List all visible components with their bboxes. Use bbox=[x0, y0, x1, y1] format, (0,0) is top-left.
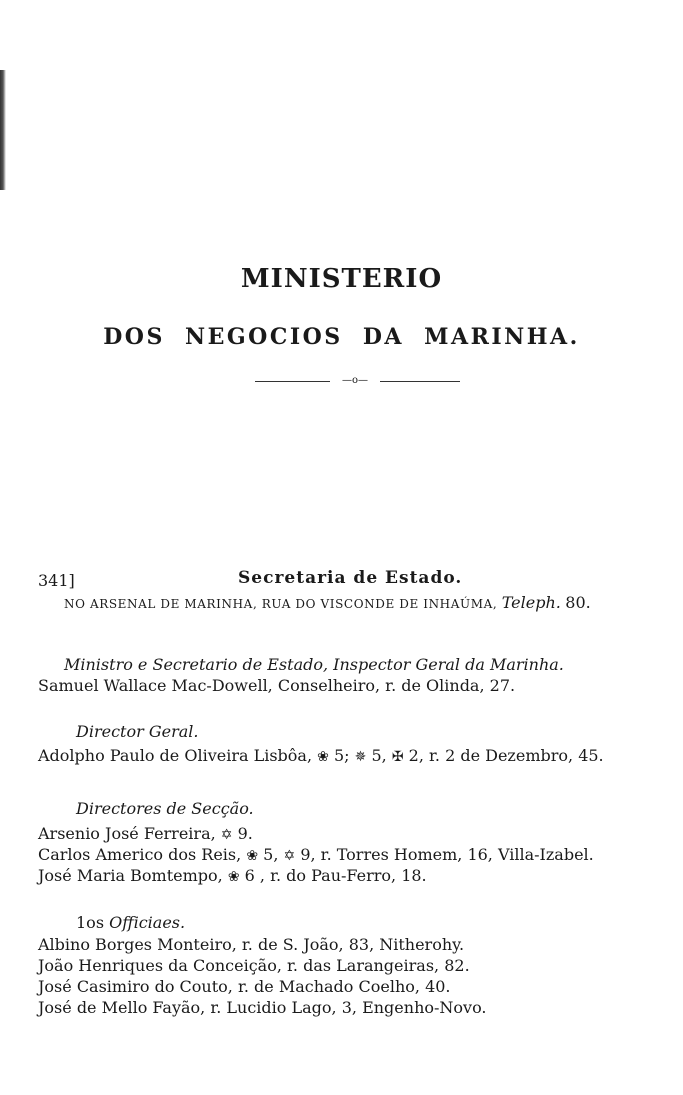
minister-entry: Samuel Wallace Mac-Dowell, Conselheiro, r. de Olinda, 27. bbox=[38, 676, 516, 695]
page-title: MINISTERIO bbox=[240, 264, 443, 294]
list-item bbox=[38, 824, 253, 845]
entry-name: Arsenio José Ferreira, bbox=[38, 824, 216, 843]
list-item: José Casimiro do Couto, r. de Machado Coelho, 40. bbox=[38, 977, 451, 996]
director-address: 2, r. 2 de Dezembro, 45. bbox=[408, 746, 604, 765]
entry-name: Carlos Americo dos Reis, bbox=[38, 845, 242, 864]
director-entry bbox=[38, 746, 604, 767]
minister-heading: Ministro e Secretario de Estado, Inspector Geral da Marinha. bbox=[64, 655, 564, 674]
divider-ornament: —o— bbox=[330, 375, 380, 387]
entry-name: José Maria Bomtempo, bbox=[38, 866, 223, 885]
rose-order-icon: ❀ bbox=[317, 749, 329, 765]
cross-order-icon: ✵ bbox=[354, 749, 367, 765]
star-order-icon: ✡ bbox=[220, 827, 233, 843]
director-rank-1: 5; bbox=[333, 746, 350, 765]
page-subtitle: DOS NEGOCIOS DA MARINHA. bbox=[103, 324, 580, 350]
directors-heading: Directores de Secção. bbox=[76, 799, 254, 818]
address-text: NO ARSENAL DE MARINHA, RUA DO VISCONDE DE INHAÚMA, bbox=[64, 597, 498, 611]
page-number: 341] bbox=[38, 571, 75, 590]
section-address bbox=[64, 593, 591, 614]
star-order-icon: ✡ bbox=[283, 848, 296, 864]
entry-rest: 6 , r. do Pau-Ferro, 18. bbox=[244, 866, 427, 885]
director-heading: Director Geral. bbox=[76, 722, 199, 741]
section-title: Secretaria de Estado. bbox=[238, 568, 463, 588]
page-edge-shadow bbox=[0, 70, 6, 190]
list-item bbox=[38, 845, 594, 866]
entry-mid: 5, bbox=[263, 845, 279, 864]
christ-order-icon: ✠ bbox=[391, 749, 404, 765]
officers-heading-text: Officiaes. bbox=[109, 913, 186, 932]
list-item: José de Mello Fayão, r. Lucidio Lago, 3, Engenho-Novo. bbox=[38, 998, 487, 1017]
list-item: João Henriques da Conceição, r. das Larangeiras, 82. bbox=[38, 956, 470, 975]
officers-heading bbox=[76, 913, 185, 933]
director-name: Adolpho Paulo de Oliveira Lisbôa, bbox=[38, 746, 313, 765]
telephone-label: Teleph. bbox=[501, 593, 561, 612]
rose-order-icon: ❀ bbox=[246, 848, 259, 864]
rose-order-icon: ❀ bbox=[227, 869, 240, 885]
list-item bbox=[38, 866, 427, 887]
officers-heading-number: 1os bbox=[76, 913, 105, 932]
entry-rest: 9. bbox=[237, 824, 253, 843]
telephone-number: 80. bbox=[565, 593, 591, 612]
director-rank-2: 5, bbox=[371, 746, 387, 765]
list-item: Albino Borges Monteiro, r. de S. João, 83, Nitherohy. bbox=[38, 935, 465, 954]
entry-rest: 9, r. Torres Homem, 16, Villa-Izabel. bbox=[300, 845, 594, 864]
